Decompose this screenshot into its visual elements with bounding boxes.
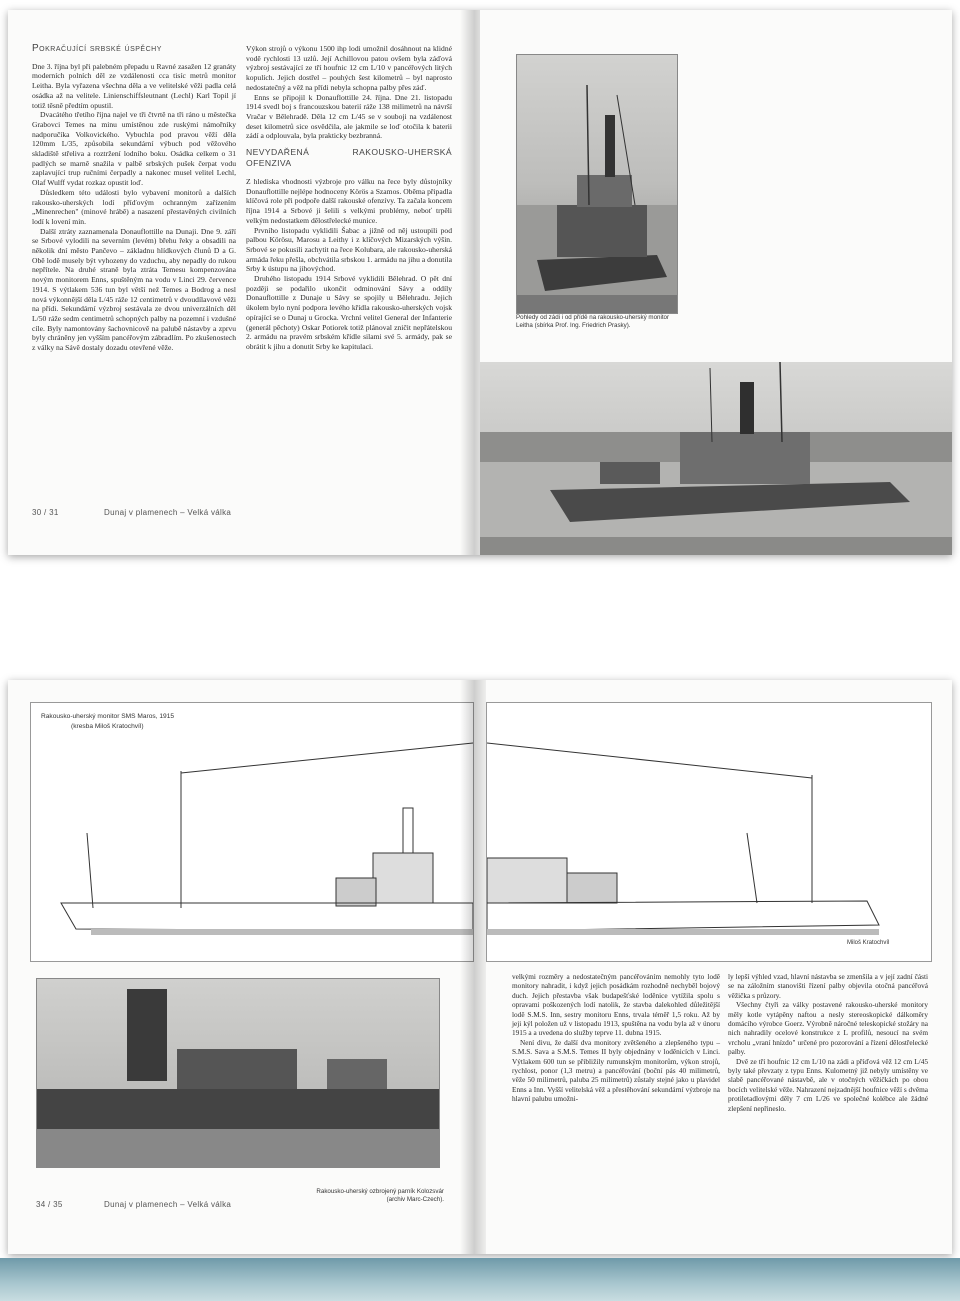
photo-leitha-stern [516,54,678,314]
paragraph: Dne 3. října byl při palebném přepadu u Ravné zasažen 12 granáty moderních polních děl ze vzdálenosti cca tisíc metrů monitor Leitha. Byla vyřazena všechna děla a ve velitelské věži padla celá osádka až na velitele. Linienschiffsleutnant (Lechl) Karl Topil jí totiž těsně předtím opustil. [32,61,236,110]
paragraph: Druhého listopadu 1914 Srbové vyklidili Bělehrad. O pět dní později se podařilo ukončit odminování Sávy a oddíly Donauflottille z Dunaje u Sávy se spojily u Bělehradu. Jejich úkolem bylo nyní podpora levého křídla rakousko-uherských vojsk opírající se o Dunaj u Grocka. Vrchní velitel General der Infanterie (generál pěchoty) Oskar Potiorek totiž plánoval zničit nepřátelskou 2. armádu na pravém srbském křídle silami své 5. armády, pak se obrátit k jihu a donutit Srby ke kapitulaci. [246,274,452,351]
ship-drawing-right-half [486,702,932,962]
ship-bow-illustration [480,362,952,555]
drawing-caption-credit: (kresba Miloš Kratochvíl) [71,723,144,730]
paragraph: Dvě ze tří houfnic 12 cm L/10 na zádi a příďová věž 12 cm L/45 byly také převzaty z typu Enns. Kulometný již nebyly umístěny ve slabě pancéřované nástavbě, ale v otočných věžičkách po obou bocích velitelské věže. Nahrazení nejzadnější houfnice věží s dvěma protiletadlovými děly 7 cm L/26 ve společné kolébce ale žádné zlepšení nepřineslo. [728,1056,928,1113]
book-spread-top [8,10,952,555]
page-gutter [460,680,486,1254]
paragraph: velkými rozměry a nedostatečným pancéřováním nemohly tyto lodě monitory nahradit, i když jejich posádkám rozhodně nechyběl bojový duch. Jejich přestavba však budapešťské loděnice vytížila spolu s opravami poškozených lodí natolik, že stavba dalekohled důležitější lodě S.M.S. Inn, sestry monitoru Enns, trvala téměř 1,5 roku. Až by jeji kýl položen už v listopadu 1913, spuštěna na vodu byla až v únoru 1915 a a uvedena do služby teprve 11. dubna 1915. [512,972,720,1038]
photo-caption: Pohledy od zádi i od přídě na rakousko-uherský monitor Leitha (sbírka Prof. Ing. Friedrich Prasky). [516,314,670,329]
left-page-30-31 [8,10,480,555]
running-title: Dunaj v plamenech – Velká válka [104,1200,232,1209]
right-page-photos [480,10,952,555]
paragraph: Enns se připojil k Donauflottille 24. října. Dne 21. listopadu 1914 svedl boj s francouzskou baterií ráže 138 milimetrů na návrší Vračar v Bělehradě. Děla 12 cm L/45 se v souboji na vzdálenost deset kilometrů sice osvědčila, ale jakmile se loď otočila k baterii zádí a odplouvala, byla prakticky bezbranná. [246,92,452,141]
photo-leitha-bow [480,362,952,555]
paragraph: Další ztráty zaznamenala Donauflottille na Dunaji. Dne 9. září se Srbové vylodili na severním (levém) břehu řeky a obsadili na několik dní město Pančevo – základnu hlídkových člunů D a G. Obě lodě musely být vyhozeny do vzduchu, aby nepadly do rukou nepřítele. Na druhé straně byla ztráta Temesu kompenzována novým monitorem Enns, spuštěným na vodu v Linci 29. července 1914. S výtlakem 536 tun byl větší než Temes a Bodrog a nesl nová výkonnější děla L/45 ráže 12 centimetrů v dvoudílavové věži na přídi. Sekundární výzbroj sestávala ze dvou univerzálních děl L/50 ráže sedm centimetrů schopných palby na pozemní i vzdušné cíle. Byly namontovány šachovnicově na palubě nástavby a zprvu byly chráněny jen vyšším pancéřovým zábradlím. Po zkušenostech z války na Sávě dostaly dozadu otevřené věže. [32,226,236,353]
paragraph: Důsledkem této události bylo vybavení monitorů a dalších rakousko-uherských lodí příďovým ochranným zařízením „Minenrechen" (minové hrábě) a nasazení přestavěných civilních lodí k lovení min. [32,187,236,226]
book-spread-bottom [8,680,952,1254]
section-heading: Pokračující srbské úspěchy [32,43,162,54]
drawing-signature: Miloš Kratochvíl [847,940,890,946]
paragraph: Dvacátého třetího října najel ve tři čtvrtě na tři ráno u městečka Grabovci Temes na minu umístěnou zde ruskými námořníky nadporučíka Volkovického. Vybuchla pod pravou věží děla 120mm L/35, způsobila sekundární výbuch pod věžového skladiště střeliva a roztržení lodního boku. Osádka celkem o 31 padlých se marně snažila v palbě srbských pušek čerpat vodu zaplavující trup ručními čerpadly a nakonec musel velitel Lechl, Olaf Wulff vydat rozkaz opustit loď. [32,110,236,188]
text-column-1 [32,44,236,353]
section-heading-2: NEVYDAŘENÁ RAKOUSKO-UHERSKÁ OFENZIVA [246,147,452,169]
paragraph: Všechny čtyři za války postavené rakousko-uherské monitory měly kotle vytápěny naftou a nesly stereoskopické dálkoměry domácího výrobce Goerz. Výrobně náročné teleskopické stožáry na nich nahradily ocelové konstrukce z L profilů, nesoucí na svém vrcholu „vraní hnízdo" určené pro pozorování a řízení dělostřelecké palby. [728,1000,928,1057]
monitor-profile-drawing [31,703,473,961]
paragraph: Z hlediska vhodnosti výzbroje pro válku na řece byly důstojníky Donauflottille nejlépe hodnoceny Körös a Szamos. Oběma připadla klíčová role při podpoře další rakouské ofenzívy. Ta začala koncem října 1914 a Srbové ji šelili s velkými problémy, neboť trpěli velkým nedostatkem dělostřelecké munice. [246,177,452,225]
paragraph: Prvního listopadu vyklidili Šabac a jižně od něj ustoupili pod palbou Körösu, Marosu a Leithy i z klíčových Mizarských výšin. Srbové se pokusili zachytit na řece Kolubara, ale rakousko-uherská armáda řeku přešla, obchvátila srbskou 1. armádu na jihu a donutila Srby k ústupu na jihovýchod. [246,225,452,274]
page-number: 30 / 31 [32,508,59,517]
running-title: Dunaj v plamenech – Velká válka [104,508,232,517]
paragraph: ly lepší výhled vzad, hlavní nástavba se zmenšila a v její zadní části se na záložním stanovišti řízení palby objevila otočná pancéřová věžička s průzory. [728,972,928,1000]
text-column-1 [512,972,720,1104]
page-number: 34 / 35 [36,1200,63,1209]
ship-drawing-left-half [30,702,474,962]
photo-kolozsvar [36,978,440,1168]
ship-stern-illustration [517,55,677,313]
photo-caption: Rakousko-uherský ozbrojený parník Kolozsvár (archiv Marc-Czech). [316,1188,444,1203]
background-water-strip [0,1258,960,1301]
paragraph: Není divu, že další dva monitory zvětšeného a zlepšeného typu – S.M.S. Sava a S.M.S. Temes II byly objednány v loděnicích v Linci. Výtlakem 600 tun se přibližily rumunským monitorům, výkon strojů, rychlost, ponor (1,3 metru) a pancéřování (boční pás 40 milimetrů, věže 50 milimetrů, paluba 25 milimetrů) zůstaly stejné jako u plavidel Enns a Inn. Vyšší velitelská věž a přestěhování sekundární výzbroje na hlavní palubu umožni- [512,1037,720,1104]
paragraph: Výkon strojů o výkonu 1500 ihp lodi umožnil dosáhnout na klidné vodě rychlosti 13 uzlů. Její Achillovou patou ovšem byla záďová výzbroj sestávající ze tří houfnic 12 cm L/10 v pancéřových litých kopulích. Jejich dostřel – pouhých šest kilometrů – byl naprosto nedostatečný a věž na přídi nebyla schopna palby přes záď. [246,44,452,92]
monitor-profile-drawing-2 [487,703,931,961]
armed-steamer-illustration [37,979,439,1167]
text-column-2 [728,972,928,1113]
drawing-caption-title: Rakousko-uherský monitor SMS Maros, 1915 [41,713,175,720]
text-column-2 [246,44,452,352]
